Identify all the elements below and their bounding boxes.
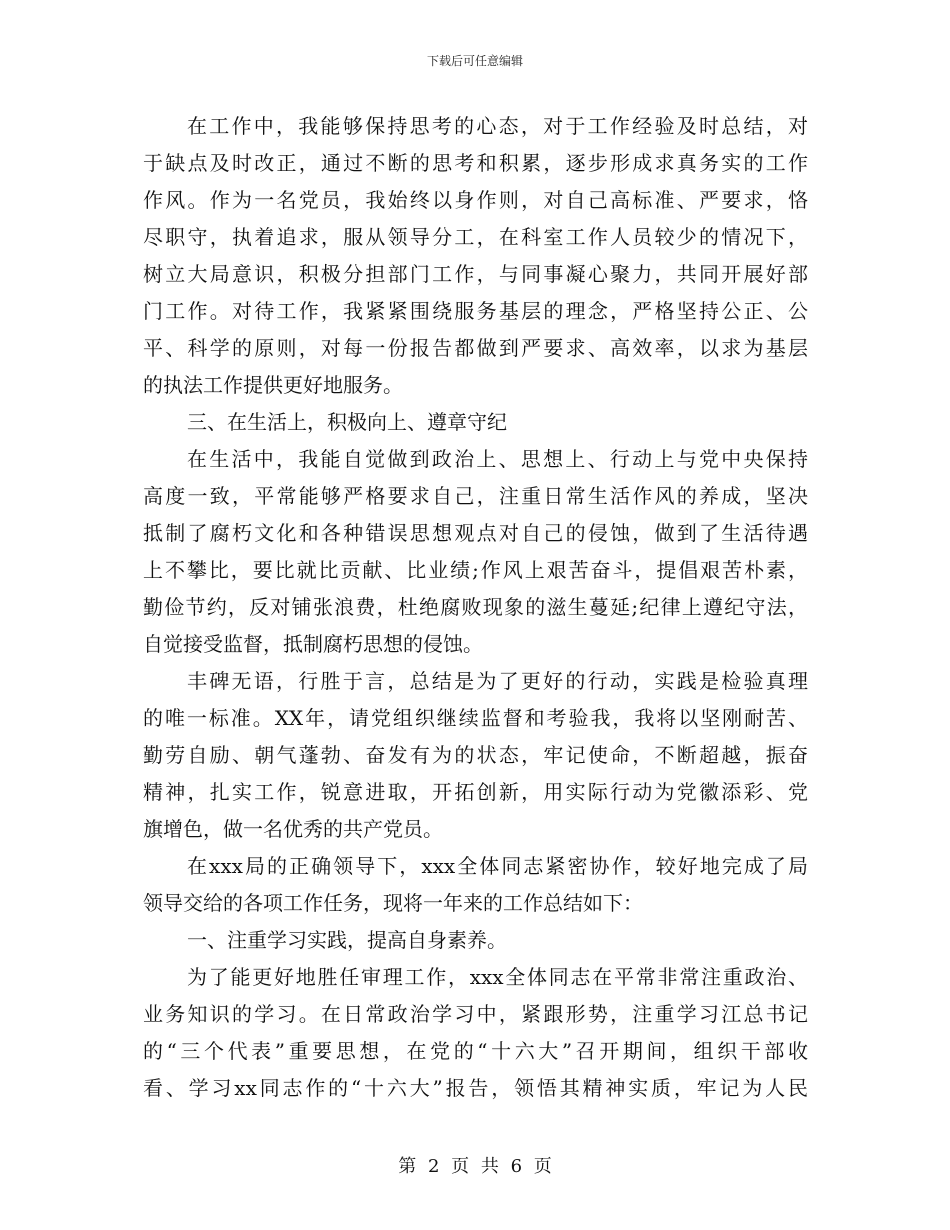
text-line: 树立大局意识，积极分担部门工作，与同事凝心聚力，共同开展好部 xyxy=(143,262,808,286)
text-line: 精神，扎实工作，锐意进取，开拓创新，用实际行动为党徽添彩、党 xyxy=(143,780,808,804)
text-line: 自觉接受监督，抵制腐朽思想的侵蚀。 xyxy=(143,632,483,656)
text-line: 在工作中，我能够保持思考的心态，对于工作经验及时总结，对 xyxy=(187,114,808,138)
text-line: 的“三个代表”重要思想，在党的“十六大”召开期间，组织干部收 xyxy=(143,1039,808,1063)
text-line: 勤劳自励、朝气蓬勃、奋发有为的状态，牢记使命，不断超越，振奋 xyxy=(143,743,808,767)
text-line: 抵制了腐朽文化和各种错误思想观点对自己的侵蚀，做到了生活待遇 xyxy=(143,521,808,545)
page-header: 下载后可任意编辑 xyxy=(426,54,523,68)
text-line: 看、学习xx同志作的“十六大”报告，领悟其精神实质，牢记为人民 xyxy=(143,1076,808,1100)
text-line: 上不攀比，要比就比贡献、比业绩;作风上艰苦奋斗，提倡艰苦朴素， xyxy=(143,558,808,582)
text-line: 门工作。对待工作，我紧紧围绕服务基层的理念，严格坚持公正、公 xyxy=(143,299,808,323)
text-line: 在xxx局的正确领导下，xxx全体同志紧密协作，较好地完成了局 xyxy=(187,854,808,878)
text-line: 作风。作为一名党员，我始终以身作则，对自己高标准、严要求，恪 xyxy=(143,188,808,212)
text-line: 勤俭节约，反对铺张浪费，杜绝腐败现象的滋生蔓延;纪律上遵纪守法， xyxy=(143,595,808,619)
text-line: 的唯一标准。XX年，请党组织继续监督和考验我，我将以坚刚耐苦、 xyxy=(143,706,808,730)
text-line: 尽职守，执着追求，服从领导分工，在科室工作人员较少的情况下， xyxy=(143,225,808,249)
text-line: 高度一致，平常能够严格要求自己，注重日常生活作风的养成，坚决 xyxy=(143,484,808,508)
text-line: 在生活中，我能自觉做到政治上、思想上、行动上与党中央保持 xyxy=(187,447,808,471)
text-line: 的执法工作提供更好地服务。 xyxy=(143,373,403,397)
text-line: 于缺点及时改正，通过不断的思考和积累，逐步形成求真务实的工作 xyxy=(143,151,808,175)
text-line: 为了能更好地胜任审理工作，xxx全体同志在平常非常注重政治、 xyxy=(187,965,808,989)
text-line: 领导交给的各项工作任务，现将一年来的工作总结如下： xyxy=(143,891,643,915)
text-line: 一、注重学习实践，提高自身素养。 xyxy=(187,928,507,952)
text-line: 平、科学的原则，对每一份报告都做到严要求、高效率，以求为基层 xyxy=(143,336,808,360)
text-line: 丰碑无语，行胜于言，总结是为了更好的行动，实践是检验真理 xyxy=(187,669,808,693)
text-line: 三、在生活上，积极向上、遵章守纪 xyxy=(187,410,507,434)
document-body xyxy=(143,108,808,1107)
page-footer: 第 2 页 共 6 页 xyxy=(398,1156,552,1177)
text-line: 旗增色，做一名优秀的共产党员。 xyxy=(143,817,443,841)
text-line: 业务知识的学习。在日常政治学习中，紧跟形势，注重学习江总书记 xyxy=(143,1002,808,1026)
